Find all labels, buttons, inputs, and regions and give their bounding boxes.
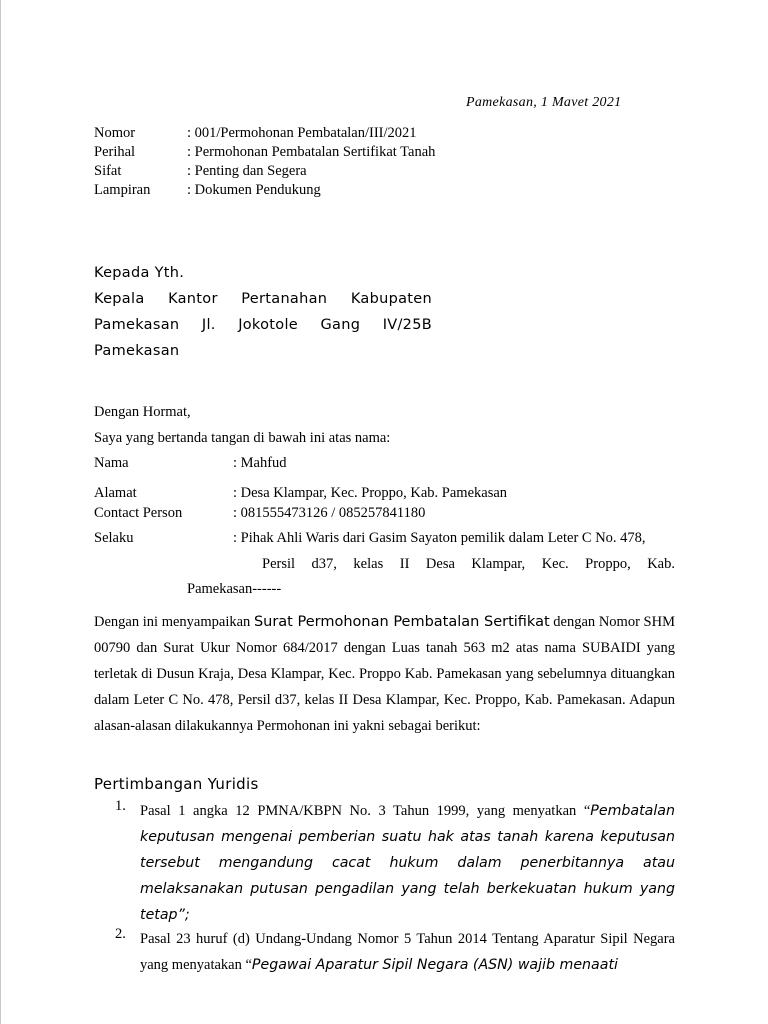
body-paragraph [94,609,675,739]
salutation: Dengan Hormat, [94,404,191,420]
recipient-word: Kantor [168,291,218,307]
list-item-quote: Pegawai Aparatur Sipil Negara (ASN) wajib menaati [251,957,618,973]
page-edge [0,0,1,1024]
meta-value: : 001/Permohonan Pembatalan/III/2021 [187,125,417,141]
intro-text: Saya yang bertanda tangan di bawah ini atas nama: [94,430,391,446]
section-heading: Pertimbangan Yuridis [94,775,259,793]
list-item-text: Pasal 23 huruf (d) Undang-Undang Nomor 5 Tahun 2014 Tentang Aparatur Sipil Negara yang menyatakan “ [140,931,675,973]
recipient-word: Kepala [94,291,145,307]
recipient-word: Gang [320,317,361,333]
recipient-line-2 [94,317,432,333]
letter-date: Pamekasan, 1 Mavet 2021 [466,95,622,110]
identity-label: Contact Person [94,505,183,521]
recipient-word: Pamekasan [94,317,180,333]
list-item-body [140,926,675,978]
meta-value: : Penting dan Segera [187,163,307,179]
identity-label: Alamat [94,485,137,501]
list-item-quote: Pembatalan keputusan mengenai pemberian suatu hak atas tanah karena keputusan tersebut mengandung cacat hukum dalam penerbitannya atau melaksanakan putusan pengadilan yang telah berkekuatan hukum yang tetap”; [140,803,675,923]
list-item-number: 1. [115,798,126,814]
body-emphasis: Surat Permohonan Pembatalan Sertifikat [253,614,550,630]
identity-value: : 081555473126 / 085257841180 [233,505,426,521]
list-item-text: Pasal 1 angka 12 PMNA/KBPN No. 3 Tahun 1999, yang menyatkan “ [140,803,591,819]
identity-selaku-end: Pamekasan------ [187,581,282,597]
body-text-pre: Dengan ini menyampaikan [94,614,254,630]
identity-label: Nama [94,455,129,471]
recipient-line-1 [94,291,432,307]
recipient-word: Jokotole [238,317,298,333]
meta-value: : Permohonan Pembatalan Sertifikat Tanah [187,144,436,160]
identity-value: : Desa Klampar, Kec. Proppo, Kab. Pamekasan [233,485,508,501]
identity-selaku-continued: Persil d37, kelas II Desa Klampar, Kec. Proppo, Kab. [262,556,675,572]
recipient-word: IV/25B [382,317,432,333]
identity-value: : Mahfud [233,455,287,471]
recipient-word: Kabupaten [350,291,432,307]
recipient-word: Jl. [201,317,216,333]
meta-label: Nomor [94,125,136,141]
identity-label: Selaku [94,530,134,546]
list-item-body [140,798,675,928]
recipient-word: Pertanahan [241,291,328,307]
identity-value: : Pihak Ahli Waris dari Gasim Sayaton pemilik dalam Leter C No. 478, [233,530,646,546]
recipient-greeting: Kepada Yth. [94,265,185,281]
list-item-number: 2. [115,926,126,942]
recipient-line-3: Pamekasan [94,343,180,359]
meta-value: : Dokumen Pendukung [187,182,321,198]
meta-label: Lampiran [94,182,151,198]
meta-label: Sifat [94,163,122,179]
meta-label: Perihal [94,144,136,160]
body-text-post: dengan Nomor SHM 00790 dan Surat Ukur Nomor 684/2017 dengan Luas tanah 563 m2 atas nama SUBAIDI yang terletak di Dusun Kraja, Desa Klampar, Kec. Proppo Kab. Pamekasan yang sebelumnya dituangkan dalam Leter C No. 478, Persil d37, kelas II Desa Klampar, Kec. Proppo, Kab. Pamekasan. Adapun alasan-alasan dilakukannya Permohonan ini yakni sebagai berikut: [94,614,675,734]
